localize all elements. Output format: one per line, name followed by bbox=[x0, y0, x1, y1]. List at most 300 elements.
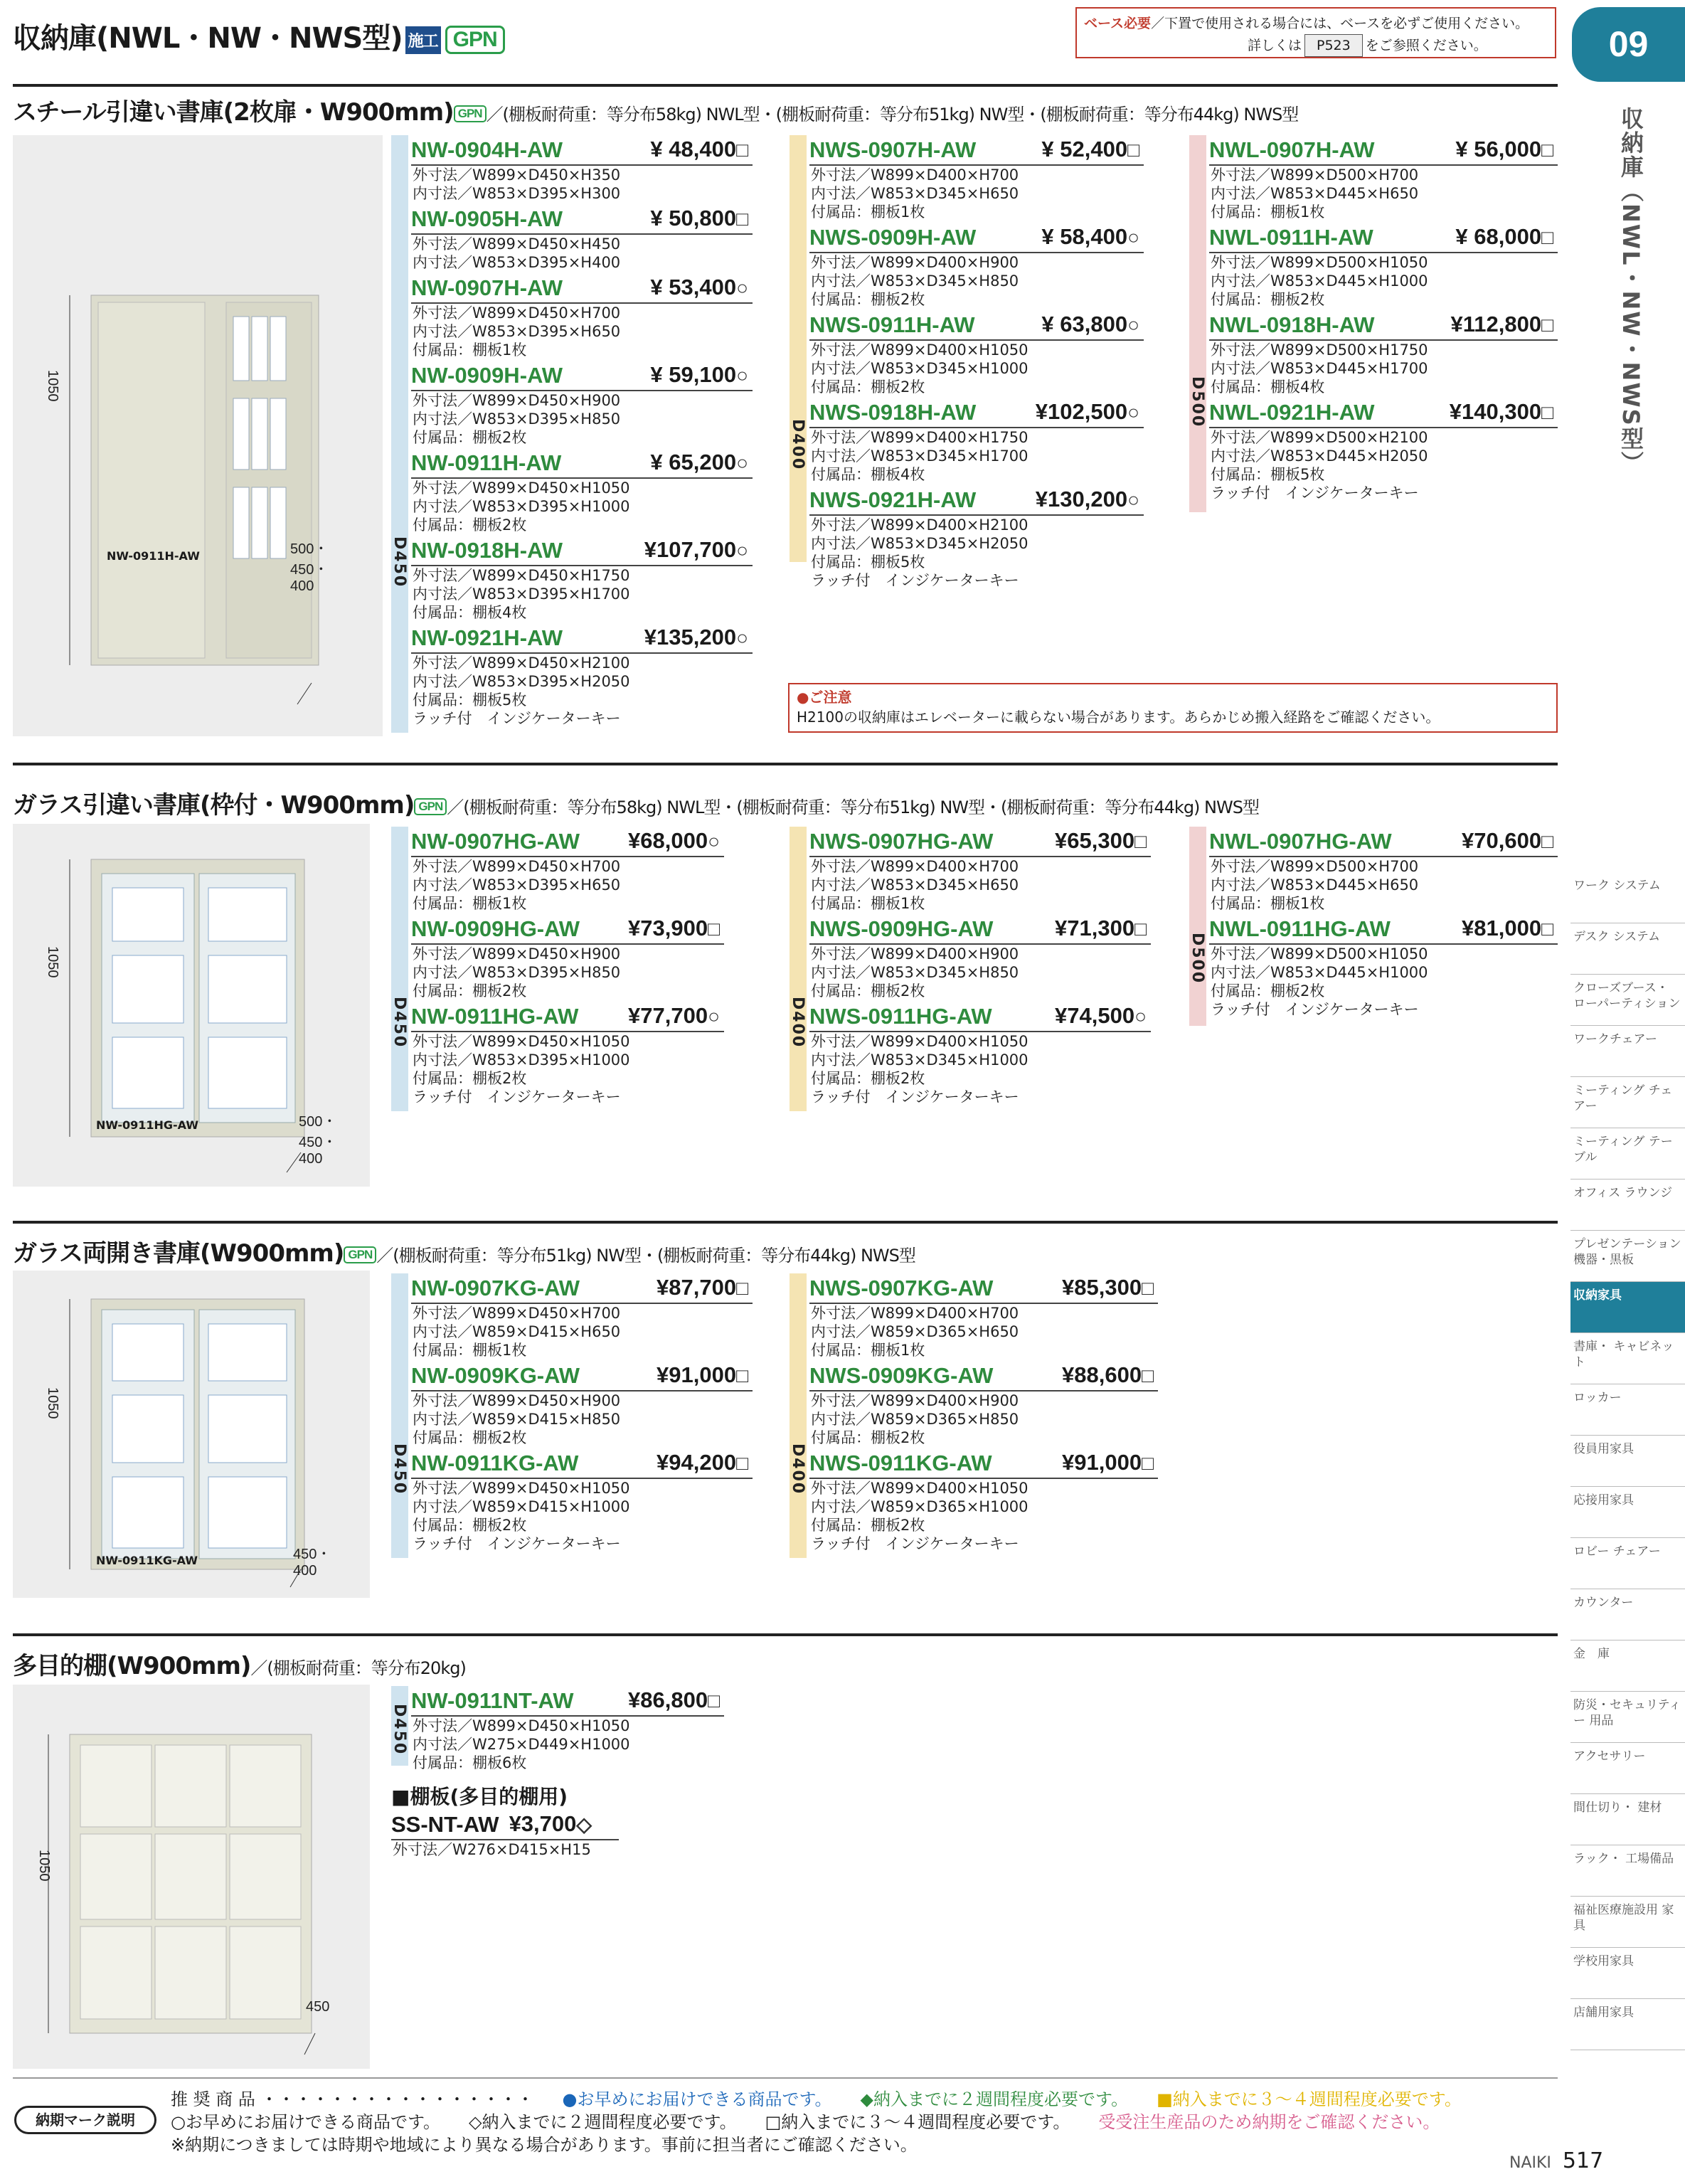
product-item bbox=[809, 914, 1151, 1000]
price-wrap bbox=[657, 1273, 748, 1303]
product-item bbox=[809, 398, 1144, 484]
product-name[interactable]: NWS-0907KG-AW bbox=[809, 1276, 994, 1300]
delivery-mark: □ bbox=[1541, 314, 1553, 336]
product-price: ¥ 63,800 bbox=[1041, 312, 1128, 336]
product-item bbox=[809, 1002, 1151, 1106]
product-spec: 内寸法／W853×D345×H650 bbox=[811, 876, 1019, 894]
legend-item: ■納入までに３～４週間程度必要です。 bbox=[1157, 2089, 1462, 2109]
sidebar-item[interactable]: 書庫・ キャビネット bbox=[1570, 1333, 1685, 1384]
product-item bbox=[411, 448, 753, 534]
delivery-mark: □ bbox=[736, 139, 748, 161]
legend-item: ○お早めにお届けできる商品です。 bbox=[171, 2112, 441, 2132]
price-wrap bbox=[1055, 1002, 1147, 1031]
product-name-row bbox=[1209, 827, 1558, 857]
product-name[interactable]: NW-0909HG-AW bbox=[411, 916, 580, 941]
product-spec: ラッチ付 インジケーターキー bbox=[811, 1088, 1019, 1106]
legend-note: ※納期につきましては時期や地域により異なる場合があります。事前に担当者にご確認ください。 bbox=[171, 2135, 918, 2155]
sidebar-item[interactable]: 学校用家具 bbox=[1570, 1948, 1685, 1999]
price-wrap bbox=[1462, 914, 1553, 943]
product-name[interactable]: NW-0907H-AW bbox=[411, 275, 563, 300]
price-wrap bbox=[650, 361, 748, 390]
delivery-legend bbox=[171, 2088, 1565, 2156]
legend-recommended: 推 奨 商 品 ・・・・・・・・・・・・・・・・ bbox=[171, 2089, 534, 2109]
product-name-row bbox=[411, 448, 753, 479]
delivery-mark: □ bbox=[708, 918, 720, 940]
product-name-row bbox=[809, 914, 1151, 945]
height-dimension: 1050 bbox=[45, 946, 60, 978]
product-spec: 内寸法／W853×D445×H2050 bbox=[1211, 447, 1428, 465]
delivery-mark: □ bbox=[708, 1690, 720, 1712]
product-price: ¥85,300 bbox=[1062, 1275, 1142, 1300]
product-price: ¥70,600 bbox=[1462, 828, 1542, 853]
product-name-row bbox=[809, 1361, 1158, 1391]
height-dimension: 1050 bbox=[45, 370, 60, 402]
sidebar-item[interactable]: オフィス ラウンジ bbox=[1570, 1180, 1685, 1231]
product-spec: 内寸法／W853×D445×H1000 bbox=[1211, 964, 1428, 981]
product-price: ¥65,300 bbox=[1055, 828, 1135, 853]
category-sidebar bbox=[1570, 872, 1685, 2050]
product-item bbox=[411, 273, 753, 359]
product-spec: ラッチ付 インジケーターキー bbox=[413, 1088, 621, 1106]
product-name[interactable]: NWL-0907H-AW bbox=[1209, 137, 1375, 162]
product-name[interactable]: NW-0909H-AW bbox=[411, 363, 563, 388]
product-price: ¥87,700 bbox=[657, 1275, 737, 1300]
product-name[interactable]: NWS-0909KG-AW bbox=[809, 1363, 994, 1388]
price-wrap bbox=[1041, 310, 1139, 339]
sidebar-item[interactable]: プレゼンテーション 機器・黒板 bbox=[1570, 1231, 1685, 1282]
product-spec: 外寸法／W899×D500×H2100 bbox=[1211, 429, 1428, 446]
product-item bbox=[411, 1002, 724, 1106]
product-spec: 付属品：棚板2枚 bbox=[811, 378, 925, 396]
product-name-row bbox=[1209, 310, 1558, 341]
delivery-mark: □ bbox=[1134, 918, 1147, 940]
product-name-row bbox=[809, 827, 1151, 857]
product-spec: 内寸法／W853×D445×H1700 bbox=[1211, 360, 1428, 377]
product-name-row bbox=[809, 135, 1144, 166]
product-name[interactable]: NWS-0911KG-AW bbox=[809, 1451, 992, 1475]
depth-dimension: 450・400 bbox=[293, 1547, 331, 1579]
delivery-mark: ○ bbox=[708, 1005, 720, 1027]
product-spec: 外寸法／W899×D400×H2100 bbox=[811, 516, 1028, 534]
product-column bbox=[411, 135, 753, 729]
gpn-badge: GPN bbox=[445, 26, 505, 54]
legend-row-1 bbox=[171, 2088, 1565, 2111]
shelf-accessory bbox=[391, 1781, 718, 1859]
product-spec: ラッチ付 インジケーターキー bbox=[1211, 484, 1419, 502]
product-spec: 内寸法／W853×D395×H650 bbox=[413, 323, 621, 340]
product-spec: 外寸法／W899×D400×H900 bbox=[811, 1392, 1019, 1409]
price-wrap bbox=[1055, 914, 1147, 943]
product-name[interactable]: NWL-0911HG-AW bbox=[1209, 916, 1391, 941]
delivery-mark: □ bbox=[1541, 226, 1553, 248]
product-name[interactable]: NWS-0911H-AW bbox=[809, 312, 975, 337]
section-title-text: スチール引違い書庫(2枚扉・W900mm) bbox=[13, 98, 454, 127]
chapter-tab[interactable]: 09 bbox=[1572, 7, 1685, 82]
sidebar-item[interactable]: ロッカー bbox=[1570, 1384, 1685, 1436]
product-name[interactable]: NW-0911H-AW bbox=[411, 450, 562, 475]
sidebar-item[interactable]: 収納家具 bbox=[1570, 1282, 1685, 1333]
accessory-price: ¥3,700 bbox=[509, 1811, 577, 1836]
product-column bbox=[411, 1273, 753, 1554]
product-spec: ラッチ付 インジケーターキー bbox=[413, 1535, 621, 1552]
product-spec: 外寸法／W899×D450×H1750 bbox=[413, 567, 630, 584]
product-name-row bbox=[411, 623, 753, 654]
product-price: ¥77,700 bbox=[628, 1003, 708, 1028]
legend-item: ◆納入までに２週間程度必要です。 bbox=[860, 2089, 1129, 2109]
sidebar-item[interactable]: クローズブース・ ローパーティション bbox=[1570, 975, 1685, 1026]
product-name-row bbox=[809, 1002, 1151, 1032]
caution-title: ●ご注意 bbox=[797, 689, 852, 706]
height-dimension: 1050 bbox=[45, 1387, 60, 1419]
section-title-text: ガラス両開き書庫(W900mm) bbox=[13, 1239, 344, 1268]
product-spec: 内寸法／W853×D395×H400 bbox=[413, 254, 621, 271]
price-wrap bbox=[1455, 135, 1553, 164]
base-note-text: ／下置で使用される場合には、ベースを必ずご使用ください。 bbox=[1151, 16, 1529, 31]
category-vertical-label: 収納庫（NWL・NW・NWS型） bbox=[1617, 107, 1644, 475]
product-name[interactable]: NW-0911KG-AW bbox=[411, 1451, 579, 1475]
product-spec: 付属品：棚板5枚 bbox=[1211, 466, 1325, 483]
product-spec: 付属品：棚板2枚 bbox=[811, 291, 925, 308]
price-wrap bbox=[1062, 1448, 1154, 1478]
product-spec: 外寸法／W899×D450×H2100 bbox=[413, 654, 630, 672]
product-name[interactable]: NWS-0909H-AW bbox=[809, 225, 977, 250]
sidebar-item[interactable]: 金 庫 bbox=[1570, 1640, 1685, 1692]
sidebar-item[interactable]: 店舗用家具 bbox=[1570, 1999, 1685, 2050]
product-item bbox=[411, 536, 753, 622]
product-name[interactable]: NW-0909KG-AW bbox=[411, 1363, 580, 1388]
product-price: ¥ 48,400 bbox=[650, 137, 737, 161]
delivery-mark: ◇ bbox=[576, 1813, 592, 1835]
product-spec: 内寸法／W853×D395×H2050 bbox=[413, 673, 630, 690]
product-name-row bbox=[411, 1686, 724, 1717]
delivery-mark: ○ bbox=[1127, 226, 1139, 248]
product-spec: 付属品：棚板5枚 bbox=[413, 691, 527, 709]
legend-item: 受受注生産品のため納期をご確認ください。 bbox=[1098, 2112, 1440, 2132]
product-spec: 付属品：棚板1枚 bbox=[811, 895, 925, 912]
product-spec: 付属品：棚板2枚 bbox=[413, 1429, 527, 1446]
product-name[interactable]: NW-0911NT-AW bbox=[411, 1688, 574, 1713]
product-spec: 内寸法／W859×D365×H1000 bbox=[811, 1498, 1028, 1515]
product-name[interactable]: NW-0904H-AW bbox=[411, 137, 563, 162]
product-spec: 内寸法／W853×D395×H1000 bbox=[413, 1051, 630, 1069]
section-1-title bbox=[13, 92, 1298, 127]
product-spec: 内寸法／W859×D415×H850 bbox=[413, 1411, 621, 1428]
product-name[interactable]: NWS-0921H-AW bbox=[809, 487, 977, 512]
product-spec: 付属品：棚板2枚 bbox=[1211, 291, 1325, 308]
product-item bbox=[809, 1273, 1158, 1359]
section-spec: ／(棚板耐荷重：等分布58kg) NWL型・(棚板耐荷重：等分布51kg) NW型・(棚板耐荷重：等分布44kg) NWS型 bbox=[447, 797, 1259, 817]
delivery-mark: ○ bbox=[736, 452, 748, 474]
product-name-row bbox=[411, 1273, 753, 1304]
product-name[interactable]: NW-0911HG-AW bbox=[411, 1004, 579, 1029]
product-name[interactable]: NW-0918H-AW bbox=[411, 538, 563, 563]
price-wrap bbox=[657, 1448, 748, 1478]
product-item bbox=[411, 361, 753, 447]
product-item bbox=[411, 1273, 753, 1359]
product-spec: 外寸法／W899×D450×H350 bbox=[413, 166, 621, 184]
product-name-row bbox=[809, 398, 1144, 428]
product-spec: 付属品：棚板1枚 bbox=[811, 203, 925, 221]
product-spec: ラッチ付 インジケーターキー bbox=[1211, 1001, 1419, 1018]
product-price: ¥107,700 bbox=[644, 537, 737, 562]
divider bbox=[13, 1221, 1558, 1224]
product-name[interactable]: NWS-0907HG-AW bbox=[809, 829, 994, 854]
depth-bar-d400: D400 bbox=[790, 827, 807, 1111]
section-spec: ／(棚板耐荷重：等分布58kg) NWL型・(棚板耐荷重：等分布51kg) NW型・(棚板耐荷重：等分布44kg) NWS型 bbox=[486, 105, 1299, 124]
product-name[interactable]: NWL-0921H-AW bbox=[1209, 400, 1375, 425]
sidebar-item[interactable]: ラック・ 工場備品 bbox=[1570, 1845, 1685, 1897]
product-spec: 付属品：棚板1枚 bbox=[1211, 895, 1325, 912]
base-note-label: ベース必要 bbox=[1084, 16, 1152, 31]
product-name-row bbox=[411, 1002, 724, 1032]
product-name-row bbox=[809, 485, 1144, 516]
product-price: ¥ 65,200 bbox=[650, 450, 737, 475]
section-title-text: ガラス引違い書庫(枠付・W900mm) bbox=[13, 791, 415, 820]
product-name-row bbox=[411, 1448, 753, 1479]
price-wrap bbox=[1450, 398, 1553, 427]
product-name[interactable]: NWS-0911HG-AW bbox=[809, 1004, 992, 1029]
product-name-row bbox=[411, 914, 724, 945]
product-spec: 内寸法／W853×D345×H850 bbox=[811, 964, 1019, 981]
product-spec: 外寸法／W899×D450×H700 bbox=[413, 304, 621, 322]
price-wrap bbox=[1462, 827, 1553, 856]
product-price: ¥ 58,400 bbox=[1041, 224, 1128, 249]
product-spec: 外寸法／W899×D450×H900 bbox=[413, 392, 621, 409]
sidebar-item[interactable]: 防災・セキュリティー 用品 bbox=[1570, 1692, 1685, 1743]
price-wrap bbox=[628, 1686, 720, 1715]
divider bbox=[13, 1633, 1558, 1636]
product-spec: 外寸法／W899×D400×H700 bbox=[811, 166, 1019, 184]
product-spec: 付属品：棚板5枚 bbox=[811, 553, 925, 571]
caution-text: H2100の収納庫はエレベーターに載らない場合があります。あらかじめ搬入経路をご確認ください。 bbox=[797, 709, 1440, 726]
product-name[interactable]: NW-0905H-AW bbox=[411, 206, 563, 231]
price-wrap bbox=[1455, 223, 1553, 252]
product-name-row bbox=[411, 536, 753, 566]
product-spec: 付属品：棚板1枚 bbox=[413, 341, 527, 359]
product-name[interactable]: NWS-0918H-AW bbox=[809, 400, 977, 425]
sidebar-item[interactable]: 間仕切り・ 建材 bbox=[1570, 1794, 1685, 1845]
product-spec: 内寸法／W859×D415×H1000 bbox=[413, 1498, 630, 1515]
product-name-row bbox=[809, 1273, 1158, 1304]
product-spec: 内寸法／W853×D345×H1000 bbox=[811, 360, 1028, 377]
product-name[interactable]: NWS-0907H-AW bbox=[809, 137, 977, 162]
product-name-row bbox=[411, 273, 753, 304]
product-item bbox=[809, 310, 1144, 396]
sidebar-item[interactable]: ロビー チェアー bbox=[1570, 1538, 1685, 1589]
divider bbox=[13, 763, 1558, 765]
product-price: ¥91,000 bbox=[657, 1362, 737, 1387]
product-item bbox=[1209, 914, 1558, 1019]
sidebar-item[interactable]: アクセサリー bbox=[1570, 1743, 1685, 1794]
price-wrap bbox=[644, 536, 748, 565]
product-spec: 外寸法／W899×D450×H450 bbox=[413, 235, 621, 253]
price-wrap bbox=[657, 1361, 748, 1390]
product-spec: 外寸法／W899×D500×H1050 bbox=[1211, 945, 1428, 963]
product-spec: 外寸法／W899×D400×H1050 bbox=[811, 1480, 1028, 1497]
photo-caption: NW-0911H-AW bbox=[107, 549, 200, 563]
price-wrap bbox=[650, 204, 748, 233]
product-spec: 内寸法／W275×D449×H1000 bbox=[413, 1736, 630, 1753]
product-price: ¥102,500 bbox=[1035, 399, 1128, 424]
product-spec: 外寸法／W899×D450×H700 bbox=[413, 1305, 621, 1322]
product-spec: 付属品：棚板2枚 bbox=[811, 1429, 925, 1446]
product-name[interactable]: NWL-0911H-AW bbox=[1209, 225, 1373, 250]
product-spec: 付属品：棚板2枚 bbox=[413, 516, 527, 534]
product-price: ¥74,500 bbox=[1055, 1003, 1135, 1028]
sidebar-item[interactable]: ワークチェアー bbox=[1570, 1026, 1685, 1077]
gpn-badge: GPN bbox=[414, 798, 447, 815]
product-price: ¥135,200 bbox=[644, 625, 737, 650]
product-spec: 内寸法／W859×D365×H850 bbox=[811, 1411, 1019, 1428]
legend-item: ◇納入までに２週間程度必要です。 bbox=[469, 2112, 737, 2132]
base-note-text2: 詳しくは bbox=[1248, 38, 1302, 53]
product-spec: 内寸法／W853×D395×H1000 bbox=[413, 498, 630, 515]
product-name-row bbox=[809, 1448, 1158, 1479]
product-name-row bbox=[1209, 914, 1558, 945]
product-name[interactable]: NW-0921H-AW bbox=[411, 625, 563, 650]
delivery-mark: ○ bbox=[736, 364, 748, 386]
depth-bar-d450: D450 bbox=[391, 1273, 408, 1558]
product-spec: 付属品：棚板2枚 bbox=[1211, 982, 1325, 1000]
product-spec: ラッチ付 インジケーターキー bbox=[811, 1535, 1019, 1552]
divider bbox=[13, 2077, 1558, 2079]
price-wrap bbox=[1036, 485, 1139, 514]
product-name-row bbox=[411, 135, 753, 166]
product-item bbox=[411, 1448, 753, 1553]
base-note-ref[interactable]: P523 bbox=[1304, 34, 1363, 57]
accessory-name-row bbox=[391, 1810, 619, 1840]
sidebar-item[interactable]: デスク システム bbox=[1570, 923, 1685, 975]
legend-item: ●お早めにお届けできる商品です。 bbox=[562, 2089, 832, 2109]
product-spec: 外寸法／W899×D400×H700 bbox=[811, 1305, 1019, 1322]
section-spec: ／(棚板耐荷重：等分布20kg) bbox=[250, 1658, 466, 1678]
product-column bbox=[1209, 135, 1558, 504]
price-wrap bbox=[628, 1002, 720, 1031]
product-spec: 付属品：棚板2枚 bbox=[413, 982, 527, 1000]
section-4-title bbox=[13, 1646, 466, 1681]
product-spec: 内寸法／W853×D445×H650 bbox=[1211, 876, 1419, 894]
delivery-mark: ○ bbox=[736, 539, 748, 561]
page-title bbox=[13, 16, 505, 56]
accessory-heading: ■棚板(多目的棚用) bbox=[391, 1785, 568, 1808]
delivery-mark: ○ bbox=[1127, 401, 1139, 423]
divider bbox=[13, 84, 1558, 87]
product-spec: 付属品：棚板4枚 bbox=[811, 466, 925, 483]
price-wrap bbox=[1450, 310, 1553, 339]
product-name-row bbox=[1209, 135, 1558, 166]
product-spec: 内寸法／W859×D365×H650 bbox=[811, 1323, 1019, 1340]
product-name[interactable]: NWL-0907HG-AW bbox=[1209, 829, 1392, 854]
product-spec: ラッチ付 インジケーターキー bbox=[413, 710, 621, 727]
base-note bbox=[1075, 7, 1556, 58]
price-wrap bbox=[650, 273, 748, 302]
product-spec: 内寸法／W853×D395×H1700 bbox=[413, 585, 630, 603]
product-spec: 付属品：棚板2枚 bbox=[811, 982, 925, 1000]
delivery-mark: □ bbox=[1142, 1452, 1154, 1474]
product-spec: 外寸法／W899×D500×H700 bbox=[1211, 166, 1419, 184]
product-price: ¥68,000 bbox=[628, 828, 708, 853]
height-dimension: 1050 bbox=[36, 1850, 52, 1882]
price-wrap bbox=[1041, 135, 1139, 164]
product-spec: 内寸法／W853×D445×H650 bbox=[1211, 185, 1419, 202]
product-spec: 内寸法／W853×D345×H1700 bbox=[811, 447, 1028, 465]
sidebar-item[interactable]: カウンター bbox=[1570, 1589, 1685, 1640]
delivery-mark: □ bbox=[1541, 139, 1553, 161]
product-item bbox=[411, 914, 724, 1000]
section-3-title bbox=[13, 1234, 915, 1268]
product-name[interactable]: NW-0907KG-AW bbox=[411, 1276, 580, 1300]
depth-bar-d400: D400 bbox=[790, 1273, 807, 1558]
sidebar-item[interactable]: 役員用家具 bbox=[1570, 1436, 1685, 1487]
product-spec: 外寸法／W899×D400×H700 bbox=[811, 858, 1019, 875]
product-price: ¥88,600 bbox=[1062, 1362, 1142, 1387]
product-item bbox=[1209, 827, 1558, 913]
accessory-name[interactable]: SS-NT-AW bbox=[391, 1812, 499, 1837]
legend-item: □納入までに３～４週間程度必要です。 bbox=[765, 2112, 1070, 2132]
product-price: ¥86,800 bbox=[628, 1687, 708, 1712]
section-title-text: 多目的棚(W900mm) bbox=[13, 1652, 251, 1680]
sidebar-item[interactable]: 福祉医療施設用 家具 bbox=[1570, 1897, 1685, 1948]
product-name-row bbox=[411, 1361, 753, 1391]
delivery-mark: □ bbox=[1541, 918, 1553, 940]
product-item bbox=[1209, 223, 1558, 309]
sidebar-item[interactable]: ワーク システム bbox=[1570, 872, 1685, 923]
delivery-mark: ○ bbox=[736, 627, 748, 649]
sidebar-item[interactable]: 応接用家具 bbox=[1570, 1487, 1685, 1538]
product-item bbox=[809, 485, 1144, 590]
caution-box bbox=[788, 683, 1558, 733]
sidebar-item[interactable]: ミーティング テーブル bbox=[1570, 1128, 1685, 1180]
product-item bbox=[411, 204, 753, 272]
price-wrap bbox=[1062, 1273, 1154, 1303]
product-price: ¥ 52,400 bbox=[1041, 137, 1128, 161]
product-item bbox=[411, 827, 724, 913]
product-item bbox=[809, 135, 1144, 221]
depth-bar-d400: D400 bbox=[790, 135, 807, 562]
product-name[interactable]: NW-0907HG-AW bbox=[411, 829, 580, 854]
product-name[interactable]: NWL-0918H-AW bbox=[1209, 312, 1375, 337]
sidebar-item[interactable]: ミーティング チェアー bbox=[1570, 1077, 1685, 1128]
product-name-row bbox=[411, 361, 753, 391]
page-number-text: 517 bbox=[1562, 2148, 1604, 2173]
delivery-mark: □ bbox=[1142, 1364, 1154, 1387]
product-item bbox=[411, 135, 753, 203]
section-spec: ／(棚板耐荷重：等分布51kg) NW型・(棚板耐荷重：等分布44kg) NWS型 bbox=[376, 1246, 915, 1266]
product-name-row bbox=[411, 204, 753, 235]
product-item bbox=[1209, 135, 1558, 221]
product-price: ¥94,200 bbox=[657, 1450, 737, 1475]
product-item bbox=[1209, 398, 1558, 502]
depth-dimension: 450 bbox=[306, 1999, 330, 2015]
delivery-mark: ○ bbox=[736, 277, 748, 299]
delivery-mark: □ bbox=[1127, 139, 1139, 161]
price-wrap bbox=[628, 914, 720, 943]
product-spec: 内寸法／W853×D395×H850 bbox=[413, 410, 621, 428]
delivery-mark: ○ bbox=[1127, 314, 1139, 336]
page-title-text: 収納庫(NWL・NW・NWS型) bbox=[13, 22, 403, 55]
product-spec: 外寸法／W899×D400×H900 bbox=[811, 945, 1019, 963]
gpn-badge: GPN bbox=[454, 105, 487, 122]
product-spec: 内寸法／W853×D345×H650 bbox=[811, 185, 1019, 202]
photo-caption: NW-0911KG-AW bbox=[96, 1554, 198, 1567]
product-name-row bbox=[1209, 398, 1558, 428]
product-price: ¥71,300 bbox=[1055, 916, 1135, 940]
product-price: ¥ 68,000 bbox=[1455, 224, 1542, 249]
product-name[interactable]: NWS-0909HG-AW bbox=[809, 916, 994, 941]
depth-dimension: 500・450・400 bbox=[290, 541, 329, 594]
product-spec: 付属品：棚板1枚 bbox=[811, 1342, 925, 1359]
product-spec: 付属品：棚板2枚 bbox=[413, 1517, 527, 1534]
